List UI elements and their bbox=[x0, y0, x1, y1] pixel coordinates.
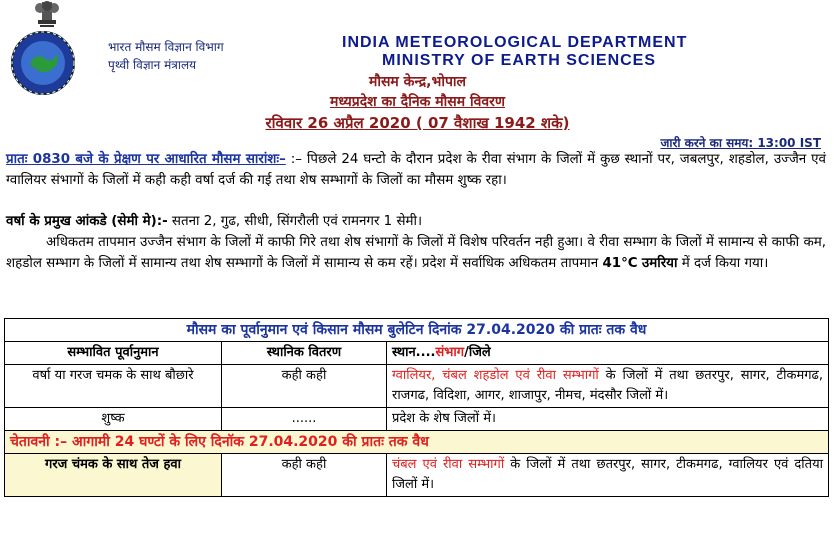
dept-name-english: INDIA METEOROLOGICAL DEPARTMENT bbox=[342, 34, 688, 51]
rainfall-text: सतना 2, गुढ, सीधी, सिंगरौली एवं रामनगर 1 सेमी। bbox=[167, 214, 423, 229]
table-row bbox=[5, 365, 829, 408]
forecast-type: शुष्क bbox=[5, 408, 222, 431]
places-text: प्रदेश के शेष जिलों में। bbox=[392, 411, 496, 426]
forecast-banner: मौसम का पूर्वानुमान एवं किसान मौसम बुलेटिन दिनांक 27.04.2020 की प्रातः तक वैध bbox=[5, 319, 829, 342]
places-highlight: चंबल एवं रीवा सम्भागों bbox=[392, 457, 505, 472]
report-date: रविवार 26 अप्रैल 2020 ( 07 वैशाख 1942 शके) bbox=[265, 114, 570, 132]
max-temperature: 41°C bbox=[602, 255, 638, 271]
places-text: के जिलों में तथा छतरपुर, सागर, टीकमगढ, ग्वालियर एवं दतिया जिलों में। bbox=[392, 457, 823, 492]
places-highlight: ग्वालियर, चंबल शहडोल एवं रीवा सम्भागों bbox=[392, 368, 599, 383]
warning-type: गरज चंमक के साथ तेज हवा bbox=[5, 454, 222, 497]
table-row bbox=[5, 454, 829, 497]
centre-name: मौसम केन्द्र,भोपाल bbox=[368, 74, 467, 90]
issue-time: जारी करने का समय: 13:00 IST bbox=[660, 136, 821, 150]
rainfall-label: वर्षा के प्रमुख आंकडे (सेमी मे):- bbox=[6, 214, 168, 229]
forecast-distribution: कही कही bbox=[222, 365, 387, 408]
report-title: मध्यप्रदेश का दैनिक मौसम विवरण bbox=[329, 94, 505, 110]
summary-lead-text: :– पिछले 24 घन्टो के दौरान प्रदेश के रीवा संभाग के जिलों में कुछ स्थानों पर, जबलपुर, शहडोल, उज्जैन एवं ग्वालियर संभागों के जिलों में कही कही वर्षा दर्ज की गई तथा शेष सम्भागों के जिलों का मौसम शुष्क रहा। bbox=[6, 152, 826, 188]
warning-distribution: कही कही bbox=[222, 454, 387, 497]
summary-lead-label: प्रातः 0830 बजे के प्रेक्षण पर आधारित मौसम सारांशः– bbox=[6, 152, 286, 167]
temperature-summary bbox=[6, 233, 826, 274]
col-distribution-header: स्थानिक वितरण bbox=[222, 342, 387, 365]
weather-summary bbox=[6, 150, 826, 191]
table-header-row bbox=[5, 342, 829, 365]
table-row bbox=[5, 408, 829, 431]
warning-banner-row bbox=[5, 431, 829, 454]
warning-places bbox=[387, 454, 829, 497]
col-places-header-a: स्थान.... bbox=[392, 345, 436, 360]
forecast-type: वर्षा या गरज चमक के साथ बौछारे bbox=[5, 365, 222, 408]
rainfall-summary bbox=[6, 212, 826, 233]
forecast-places bbox=[387, 365, 829, 408]
temperature-text: अधिकतम तापमान उज्जैन संभाग के जिलों में काफी गिरे तथा शेष संभागों के जिलों में विशेष परिवर्तन नही हुआ। वे रीवा सम्भाग के जिलों में सामान्य से काफी कम, शहडोल सम्भाग के जिलों में सामान्य तथा शेष सम्भागों के जिलों में सामान्य से कम रहें। प्रदेश में सर्वाधिक अधिकतम तापमान bbox=[6, 235, 826, 271]
col-places-header-b: संभाग bbox=[435, 345, 465, 360]
hindi-dept-name: भारत मौसम विज्ञान विभाग bbox=[108, 40, 224, 54]
col-forecast-header: सम्भावित पूर्वानुमान bbox=[5, 342, 222, 365]
forecast-table bbox=[4, 318, 829, 497]
places-text: के जिलों में तथा छतरपुर, सागर, टीकमगढ, राजगढ, विदिशा, आगर, शाजापुर, नीमच, मंदसौर जिलों में। bbox=[392, 368, 823, 403]
col-places-header-c: /जिले bbox=[464, 345, 491, 360]
hindi-ministry-name: पृथ्वी विज्ञान मंत्रालय bbox=[108, 58, 197, 72]
forecast-places bbox=[387, 408, 829, 431]
col-places-header bbox=[387, 342, 829, 365]
forecast-distribution: ...... bbox=[222, 408, 387, 431]
forecast-banner-row bbox=[5, 319, 829, 342]
temperature-tail: में दर्ज किया गया। bbox=[681, 255, 769, 271]
warning-banner: चेतावनी :– आगामी 24 घण्टों के लिए दिनॉक 27.04.2020 की प्रातः तक वैध bbox=[5, 431, 829, 454]
ministry-name-english: MINISTRY OF EARTH SCIENCES bbox=[382, 52, 657, 69]
max-temperature-place: उमरिया bbox=[641, 255, 678, 271]
